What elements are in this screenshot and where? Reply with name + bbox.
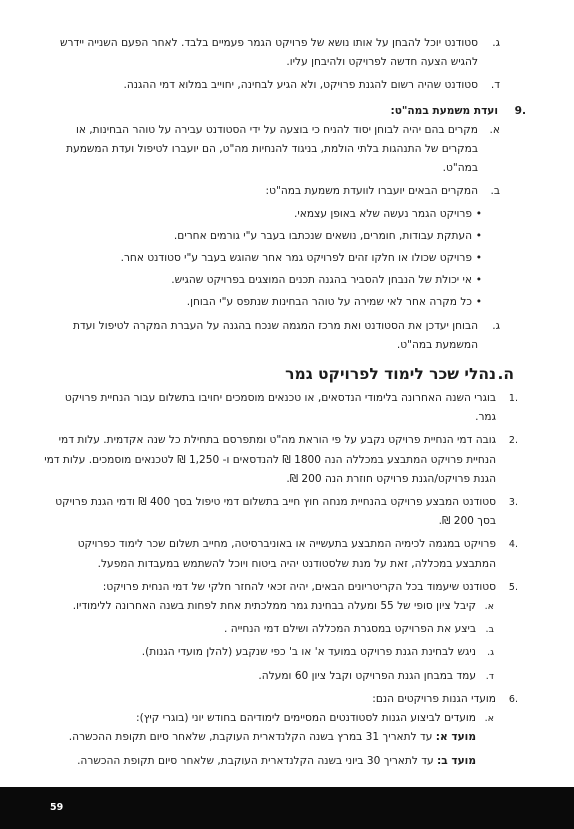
- item-marker: ב.: [490, 185, 500, 198]
- bullet-item: • כל מקרה אחר לאי שמירה על טוהר הבחינות שנתפס ע"י הבוחן.: [44, 293, 518, 312]
- item-marker: ג.: [492, 319, 500, 332]
- item-text: סטודנט יוכל להבחן על אותו נושא של פרויקט הגמר פעמיים בלבד. לאחר הפעם השנייה יידרש להגיש הצעה חדשה לפרויקט ולהיבחן עליו.: [60, 37, 478, 69]
- date-b: [44, 752, 496, 771]
- item-text: סטודנט שהיה רשום להגנת פרויקט, ולא הגיע לבחינה, יחוייב במלוא דמי ההגנה.: [123, 79, 478, 92]
- committee-item-g: [44, 317, 518, 355]
- item-text: ניגש לבחינת הגנת פרויקט במועד א' או ב' כפי שנקבע (להלן מועדי הגנות).: [141, 646, 476, 659]
- item-marker: א.: [484, 601, 494, 613]
- heading-number: .9: [514, 104, 526, 117]
- item-text: המקרים הבאים יועברו לוועדת משמעת במה"ט:: [265, 185, 478, 198]
- item-number: .1: [508, 393, 518, 405]
- item-text: סטודנט המבצע פרויקט בהנחיית מנחה חוץ חייב בתשלום דמי טיפול בסך 400 ₪ ודמי הגנת פרויקט בסך 200 ₪.: [55, 496, 496, 528]
- item-text: קיבל ציון סופי של 55 ומעלה בבחינת גמר ממלכתית אחת לפחות בשנה האחרונה ללימודיו.: [72, 600, 476, 613]
- item-number: .5: [508, 581, 518, 593]
- item-text: מקרים בהם יהיה לבוחן יסוד להניח כי בוצעה על ידי הסטודנט עבירה על טוהר הבחינות, או במקרים של התנהגות בלתי הולמת, בניגוד להנחיות מה"ט, הם יועברו לטיפול ועדת המשמעת במה"ט.: [66, 123, 478, 175]
- date-b-label: מועד ב:: [437, 754, 476, 767]
- numbered-item-4: [44, 535, 518, 573]
- item-number: .2: [508, 435, 518, 447]
- criteria-item-b: [44, 620, 496, 639]
- top-item-g: [44, 34, 518, 72]
- date-a-label: מועד א:: [435, 731, 476, 744]
- item-marker: ב.: [485, 624, 494, 636]
- item-marker: א.: [489, 123, 500, 136]
- numbered-item-6: [44, 690, 518, 771]
- section-title: נהלי שכר לימוד לפרויקט גמר: [285, 365, 496, 384]
- numbered-item-3: [44, 493, 518, 531]
- committee-item-b: [44, 182, 518, 201]
- numbered-item-5: [44, 578, 518, 686]
- item-marker: ד.: [485, 670, 494, 682]
- committee-bullet-list: [44, 205, 518, 313]
- item-number: .3: [508, 497, 518, 509]
- date-a: [44, 728, 496, 747]
- criteria-item-a: [44, 597, 496, 616]
- committee-item-a: [44, 121, 518, 179]
- bullet-item: • העתקת עבודות, חומרים, נושאים שנכתבו בעבר ע"י גורמים אחרים.: [44, 227, 518, 246]
- item-marker: ג.: [492, 37, 500, 49]
- dates-intro: [44, 709, 496, 728]
- item-marker: ד.: [490, 79, 500, 92]
- item-text: בוגרי השנה האחרונה בלימודי הנדסאים, או טכנאים מוסמכים יחויבו בתשלום עבור הנחיית פרויקט גמר.: [64, 392, 496, 424]
- numbered-item-2: [44, 431, 518, 489]
- date-b-text: עד לתאריך 30 ביוני בשנה הקלנדארית העוקבת, שלאחר סיום תקופת ההכשרה.: [77, 754, 438, 767]
- bullet-item: • פרויקט הגמר נעשה שלא באופן עצמאי.: [44, 205, 518, 224]
- date-a-text: עד לתאריך 31 במרץ בשנה הקלנדארית העוקבת, שלאחר סיום תקופת ההכשרה.: [68, 731, 436, 744]
- item-number: .6: [508, 693, 518, 705]
- document-body: [44, 34, 526, 771]
- heading-text: ועדת משמעת במה"ט:: [390, 104, 498, 117]
- item-text: פרויקט במגמה לכימיה המתבצע בתעשייה או באוניברסיטה, מחייב תשלום שכר לימוד כפרויקט המתבצע במכללה, זאת על מנת שלסטודנט יהיה ביטוח ויוכל להשתמש במעבדות המפעל.: [77, 538, 496, 570]
- item-text: הבוחן יעדכן את הסטודנט ואת מרכז המגמה שנכח בהגנה על העברת המקרה לטיפול ועדת המשמעת במה"ט.: [73, 319, 478, 351]
- section-letter: ה.: [497, 365, 514, 384]
- item-marker: א.: [484, 713, 494, 725]
- top-item-d: [44, 76, 518, 95]
- criteria-item-d: [44, 667, 496, 686]
- item-marker: ג.: [487, 647, 494, 659]
- section-heading: [44, 363, 518, 385]
- item-text: סטודנט שיעמוד בכל הקריטריונים הבאים, יהיה זכאי להחזר חלקי של דמי הנחית פרויקט:: [102, 580, 496, 593]
- item-text: מועדים לביצוע הגנות לסטודנטים המסיימים לימודיהם בחודש יוני (בוגרי קיץ):: [136, 712, 476, 725]
- item-number: .4: [508, 539, 518, 551]
- page-footer: [0, 787, 574, 829]
- page-number: 59: [50, 802, 64, 813]
- committee-heading: [44, 102, 526, 121]
- bullet-item: • אי יכולת של הנבחן להסביר בהגנה תכנים המוצגים בפרויקט שהגיש.: [44, 271, 518, 290]
- bullet-item: • פרויקט שכולו או חלקו זהים לפרויקט גמר אחר שהוגש בעבר ע"י סטודנט אחר.: [44, 249, 518, 268]
- item-text: מועדי הגנות פרויקטים הנם:: [372, 692, 496, 705]
- item-text: ביצע את הפרויקט במסגרת המכללה ושילם דמי הנחייה .: [223, 623, 476, 636]
- item-text: גובה דמי הנחיית פרויקט נקבע על פי הוראת מה"ט ומתפרסם בתחילת כל שנה אקדמית. עלות דמי הנחיית פרויקט המתבצע במכללה הנה 1800 ₪ להנדסאים ו- 1,250 ₪ לטכנאים מוסמכים. עלות דמי הגנת פרויקט/הגנת פרויקט חוזרת הנה 200 ₪.: [44, 434, 496, 485]
- item-text: עמד במבחן הגנת הפרויקט וקבל ציון 60 ומעלה.: [258, 669, 476, 682]
- numbered-item-1: [44, 389, 518, 427]
- criteria-item-c: [44, 643, 496, 662]
